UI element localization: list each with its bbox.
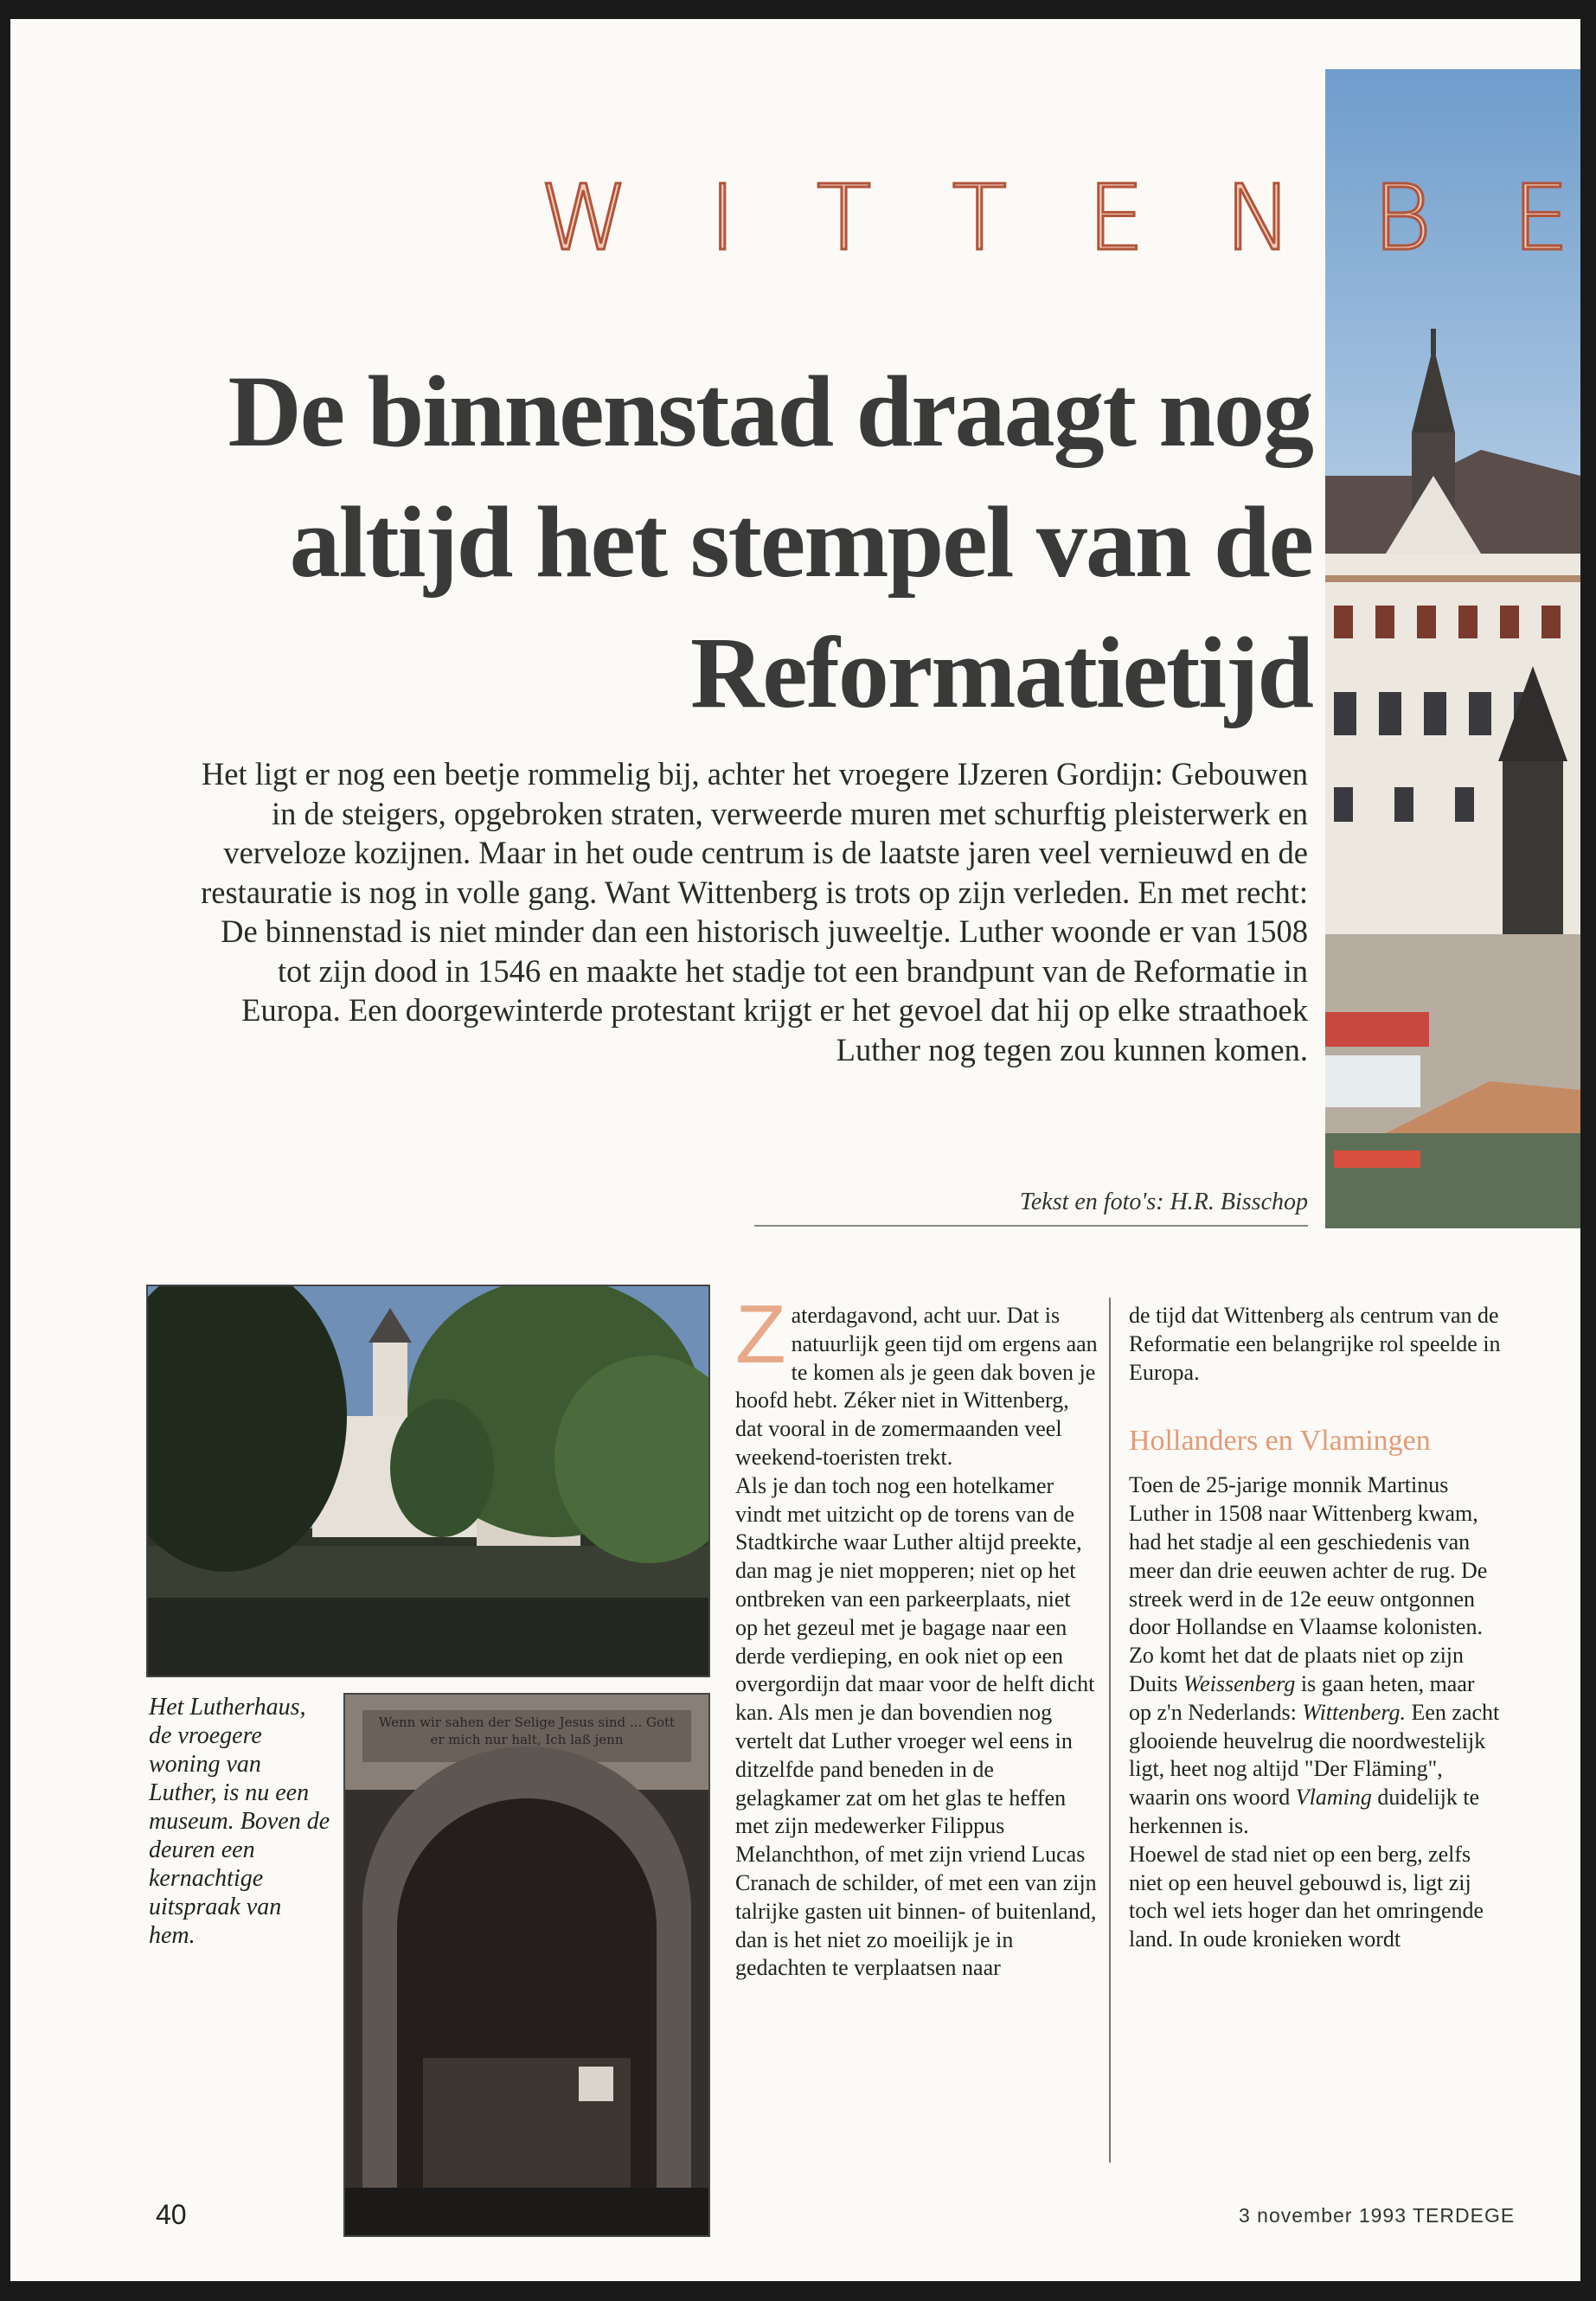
lutherhaus-photo (146, 1285, 710, 1677)
section-subhead: Hollanders en Vlamingen (1129, 1425, 1431, 1458)
italic-term: Vlaming (1295, 1785, 1372, 1811)
page-number: 40 (156, 2199, 187, 2230)
header-letter: W (540, 165, 629, 271)
header-letter: E (1087, 165, 1144, 271)
italic-term: Wittenberg. (1302, 1699, 1406, 1725)
italic-term: Weissenberg (1183, 1670, 1296, 1696)
magazine-page (10, 19, 1580, 2281)
body-text: Toen de 25-jarige monnik Martinus Luther in 1508 naar Wittenberg kwam, had het stadje al een geschiedenis van meer dan drie eeuwen achter de rug. De streek werd in de 12e eeuw ontgonnen door Hollandse en Vlaamse kolonisten. Zo komt het dat de plaats niet op zijn Duits (1129, 1472, 1488, 1696)
header-letter: I (708, 165, 736, 271)
body-column-1 (735, 1288, 1099, 1983)
header-title-wittenberg (540, 166, 1569, 270)
dropcap: Z (735, 1288, 786, 1381)
header-letter: B (1372, 165, 1433, 271)
header-letter: T (816, 165, 872, 271)
body-paragraph: Hoewel de stad niet op een berg, zelfs niet op een heuvel gebouwd is, ligt zij toch wel iets hoger dan het omringende land. In oude kronieken wordt (1129, 1841, 1484, 1952)
body-column-2 (1129, 1302, 1501, 1954)
body-paragraph (735, 1288, 1099, 1472)
body-paragraph: de tijd dat Wittenberg als centrum van de Reformatie een belangrijke rol speelde in Europa. (1129, 1303, 1501, 1385)
body-text: duidelijk te herkennen is. (1129, 1785, 1480, 1838)
door-inscription: Wenn wir sahen der Selige Jesus sind ... Gott er mich nur halt, Ich laß jenn (378, 1715, 676, 1747)
article-headline: De binnenstad draagt nog altijd het stempel van de Reformatietijd (228, 355, 1312, 729)
column-divider (1109, 1298, 1111, 2163)
photo-credit: Tekst en foto's: H.R. Bisschop (754, 1189, 1308, 1227)
article-lede: Het ligt er nog een beetje rommelig bij, achter het vroegere IJzeren Gordijn: Gebouwen in de steigers, opgebroken straten, verweerde muren met schurftig pleisterwerk en verveloze kozijnen. Maar in het oude centrum is de laatste jaren veel vernieuwd en de restauratie is nog in volle gang. Want Wittenberg is trots op zijn verleden. En met recht: De binnenstad is niet minder dan een historisch juweeltje. Luther woonde er van 1508 tot zijn dood in 1546 en maakte het stadje tot een brandpunt van de Reformatie in Europa. Een doorgewinterde protestant krijgt er het gevoel dat hij op elke straathoek Luther nog tegen zou kunnen komen. (201, 756, 1308, 1067)
header-letter: N (1225, 165, 1292, 271)
body-paragraph (1129, 1471, 1501, 1840)
body-paragraph: Als je dan toch nog een hotelkamer vindt met uitzicht op de torens van de Stadtkirche waar Luther altijd preekte, dan mag je niet mopperen; niet op het ontbreken van een parkeerplaats, niet op het gezeul met je bagage naar een derde verdieping, en ook niet op een overgordijn dat maar voor de helft dicht kan. Als men je dan bovendien nog vertelt dat Luther vroeger wel eens in ditzelfde pand beneden in de gelagkamer zat om het glas te heffen met zijn medewerker Filippus Melanchthon, of met zijn vriend Lucas Cranach de schilder, of met een van zijn talrijke gasten uit binnen- of buitenland, dan is het niet zo moeilijk je in gedachten te verplaatsen naar (735, 1472, 1097, 1981)
photo-caption: Het Lutherhaus, de vroegere woning van Luther, is nu een museum. Boven de deuren een kernachtige uitspraak van hem. (149, 1694, 330, 1949)
body-text: aterdagavond, acht uur. Dat is natuurlijk geen tijd om ergens aan te komen als je geen dak boven je hoofd hebt. Zéker niet in Wittenberg, dat vooral in de zomermaanden veel weekend-toeristen trekt. (735, 1303, 1098, 1470)
header-letter: T (952, 165, 1007, 271)
luther-door-photo (343, 1693, 710, 2237)
body-text: is gaan heten, maar op z'n Nederlands: (1129, 1670, 1475, 1725)
body-text: Een zacht glooiende heuvelrug die noordwestelijk ligt, heet nog altijd "Der Fläming", waarin ons woord (1129, 1699, 1500, 1811)
header-letter: E (1512, 165, 1569, 271)
issue-line: 3 november 1993 TERDEGE (1239, 2204, 1516, 2227)
